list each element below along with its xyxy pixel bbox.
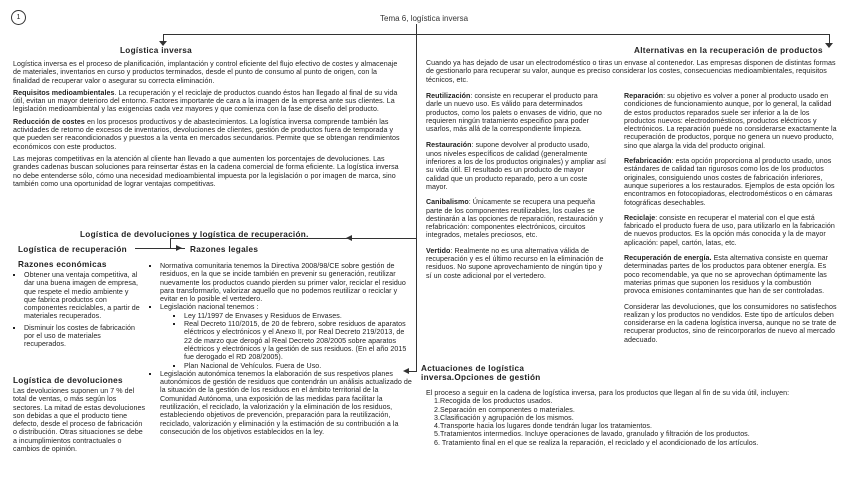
req-label: Requisitos medioambientales	[13, 88, 115, 97]
actions-intro: El proceso a seguir en la cadena de logística inversa, para los productos que llegan al fin de su vida útil, incluyen:	[426, 389, 790, 397]
left-intro: Logística inversa es el proceso de planificación, implantación y control eficiente del flujo efectivo de costes y almacenaje de materiales, inventarios en curso y productos terminados, desde el punto de consumo al punto de origen, con la finalidad de recuperar valor o asegurar su correcta eliminación.	[13, 60, 398, 85]
action-step: 6. Tratamiento final en el que se realiza la reparación, el reciclado y el acondicionado de los artículos.	[434, 438, 759, 447]
legal-sub-item: ▪ Ley 11/1997 de Envases y Residuos de Envases.	[184, 312, 412, 320]
reut-paragraph	[426, 92, 606, 133]
ener-text: Esta alternativa consiste en quemar determinadas partes de los productos para obtener energía. Es poco recomendable, ya que no se aprovechan óptimamente las materias primas que suponen los residuos y la combustión provoca emisiones contaminantes que han de ser controladas.	[624, 254, 829, 296]
econ-item: ▪ Obtener una ventaja competitiva, al dar una buena imagen de empresa, que respete el medio ambiente y que fabrica productos con componentes reciclables, a partir de materiales recuperados.	[24, 271, 142, 321]
cost-paragraph	[13, 118, 401, 151]
reut-text: : consiste en recuperar el producto para darle un nuevo uso. Es válido para determinados productos, como los palets o envases de vidrio, que no requieren ningún tratamiento especifico para poder usarlos, más allá de la correspondiente limpieza.	[426, 92, 602, 134]
cani-label: Canibalismo	[426, 198, 469, 207]
dev-title: Logística de devoluciones	[13, 376, 123, 385]
cost-text: en los procesos productivos y de abastecimientos. La logística inversa comprende también las actividades de retorno de excesos de inventarios, devoluciones de clientes, gestión de productos fuera de temporada y que pueden ser reacondicionados y puestos a la venta en mercados secundarios. Permite que se obtengan rendimientos económicos con este productos.	[13, 117, 400, 151]
refa-paragraph	[624, 157, 838, 207]
action-step: 5.Tratamientos intermedios. Incluye operaciones de lavado, granulado y filtración de los productos.	[434, 430, 750, 439]
econ-list	[14, 271, 142, 349]
action-step: 4.Transporte hacia los lugares donde tendrán lugar los tratamientos.	[434, 422, 653, 431]
reci-paragraph	[624, 214, 838, 247]
econ-item: ▪ Disminuir los costes de fabricación por el uso de materiales recuperados.	[24, 324, 142, 349]
legal-title: Razones legales	[190, 245, 259, 254]
legal-item	[160, 303, 412, 369]
req-text: . La recuperación y el reciclaje de productos cuando éstos han llegado al final de su vida útil, evitan un mayor deterioro del entorno. Factores importante de cara a la imagen de la empresa ante sus clientes. La legislación medioambiental y las exigencias cada vez mayores y que comienza con la fase de diseño del producto.	[13, 88, 398, 114]
actions-steps	[426, 397, 838, 447]
action-step: 2.Separación en componentes o materiales.	[434, 405, 575, 414]
action-step: 3.Clasificación y agrupación de los mismos.	[434, 413, 574, 422]
legal-item: ▪ Legislación autonómica tenemos la elaboración de sus respetivos planes autonómicos de gestión de residuos que contendrán un análisis actualizado de la situación de la gestión de los residuos en el ámbito territorial de la Comunidad Autónoma, una exposición de las medidas para facilitar la reutilización, el reciclado, la valorización y la eliminación de los residuos, estableciendo objetivos de prevención, preparación para la reutilización, reciclado, valorización y eliminación y la estimación de su contribución a la consecución de los objetivos establecidos en la ley.	[160, 370, 412, 436]
left-body	[13, 60, 401, 188]
vert-text: : Realmente no es una alternativa válida de recuperación y es el último recurso en la eliminación de residuos. No supone aprovechamiento de ningún tipo y sí un coste adicional por el vertedero.	[426, 246, 604, 280]
vert-label: Vertido	[426, 246, 451, 255]
page-number: 1	[11, 10, 26, 25]
rest-text: : supone devolver al producto usado, unos niveles específicos de calidad (generalmente inferiores a los de los productos originales) y ampliar así su vida útil. El resultado es un producto de mayor calidad que un producto reparado, pero a un coste mayor.	[426, 141, 606, 191]
center-stem	[416, 34, 417, 371]
right-title: Alternativas en la recuperación de productos	[634, 46, 823, 55]
legal-item: ▪ Normativa comunitaria tenemos la Directiva 2008/98/CE sobre gestión de residuos, en la que se incide también en prevenir su generación, reutilizar nuevamente los productos cuando pierden su primer valor, reciclar el residuo para transformarlo, valorizar aquello que no podemos reutilizar o reciclar y evitar en lo posible el vertedero.	[160, 262, 412, 303]
actions-title	[421, 364, 541, 382]
vert-paragraph	[426, 247, 606, 280]
actions-title-line1: Actuaciones de logística	[421, 364, 525, 373]
ener-paragraph	[624, 254, 838, 295]
rest-paragraph	[426, 141, 606, 191]
legal-sub-item: ▪ Plan Nacional de Vehículos. Fuera de Uso.	[184, 362, 412, 370]
left-title: Logística inversa	[120, 46, 192, 55]
ener-label: Recuperación de energía.	[624, 254, 712, 263]
action-step: 1.Recogida de los productos usados.	[434, 397, 553, 406]
refa-text: : esta opción proporciona al producto usado, unos estándares de calidad tan rigurosos como los de los productos originales, consiguiendo unos costes de fabricación inferiores, aunque superiores a los restaurados. Ejemplos de esta opción los encontramos en fotocopiadoras, electrodomésticos o en cámaras fotográficas desechables.	[624, 157, 835, 207]
cost-label: Reducción de costes	[13, 117, 85, 126]
cani-paragraph	[426, 198, 606, 239]
page-title: Tema 6, logística inversa	[380, 14, 469, 23]
consider-paragraph: Considerar las devoluciones, que los consumidores no satisfechos realizan y los productos no vendidos. Este tipo de artículos deben considerarse en la cadena logística inversa, aunque no se trate de recuperar productos, sino de reincorporarlos de nuevo al mercado adecuado.	[624, 302, 837, 344]
repa-text: : su objetivo es volver a poner al producto usado en condiciones de funcionamiento aunque, por lo general, la calidad de estos productos reparados suele ser inferior a la de los productos nuevos: electrodomésticos, productos eléctricos y electrónicos. La reparación puede no considerarse exactamente la recuperación de productos, porque no genera un nuevo producto, sino que alarga la vida del producto original.	[624, 92, 837, 150]
recup-arrow	[176, 245, 182, 251]
repa-label: Reparación	[624, 92, 664, 100]
cani-text: : Únicamente se recupera una pequeña parte de los componentes reutilizables, los cuales se destinarán a las opciones de reparación, restauración y refabricación: componentes electrónicos, circuitos integrados, metales preciosos, etc.	[426, 198, 604, 240]
reut-label: Reutilización	[426, 92, 471, 100]
right-arrow	[825, 43, 833, 48]
devol-arrow	[346, 235, 352, 241]
actions-body	[426, 389, 838, 447]
right-col-b	[624, 92, 838, 344]
best-paragraph: Las mejoras competitivas en la atención al cliente han llevado a que aumenten los porcentajes de devoluciones. Las grandes cadenas buscan soluciones para reinsertar éstas en la cadena comercial de forma eficiente. La logística inversa no debe entenderse sólo, cómo una necesidad medioambiental impuesta por la legislación o por imagen de marca, sino también como una oportunidad de lograr ventajas competitivas.	[13, 154, 399, 188]
req-paragraph	[13, 89, 401, 114]
devol-title: Logística de devoluciones y logística de recuperación.	[80, 230, 309, 239]
refa-label: Refabricación	[624, 157, 672, 166]
reci-label: Reciclaje	[624, 213, 656, 222]
right-intro: Cuando ya has dejado de usar un electrodoméstico o tiras un envase al contenedor. Las empresas disponen de distintas formas de gestionarlo para recuperar su valor, aunque es preciso considerar los costes, consecuencias medioambientales, requisitos técnicos, etc.	[426, 59, 836, 84]
dev-text: Las devoluciones suponen un 7 % del total de ventas, o más según los sectores. La mitad de estas devoluciones son debidas a que el producto tiene defecto, desde el proceso de fabricación o distribución. Otras situaciones se debe a incumplimientos contractuales o cambios de opinión.	[13, 387, 146, 454]
rest-label: Restauración	[426, 141, 472, 150]
recup-title: Logística de recuperación	[18, 245, 127, 254]
devol-stem	[170, 238, 171, 248]
right-col-a	[426, 92, 606, 280]
top-connector	[163, 34, 829, 35]
actions-title-line2: inversa.Opciones de gestión	[421, 373, 541, 382]
repa-paragraph	[624, 92, 838, 150]
reci-text: : consiste en recuperar el material con el que está fabricado el producto fuera de uso, para utilizarlo en la fabricación de nuevos productos. Es la opción más conocida y la de mayor aplicación: papel, cartón, latas, etc.	[624, 213, 835, 247]
legal-list	[150, 262, 412, 436]
legal-sub-item: ▪ Real Decreto 110/2015, de 20 de febrero, sobre residuos de aparatos eléctricos y electrónicos y el Anexo II, por Real Decreto 219/2013, de 22 de marzo que derogó al Real Decreto 208/2005 sobre aparatos eléctricos y electrónicos y la gestión de sus residuos. (En el año 2015 fue derogado el RD 208/2005).	[184, 320, 412, 361]
econ-title: Razones económicas	[18, 260, 107, 269]
legal-item-text: Legislación nacional tenemos :	[160, 303, 259, 312]
